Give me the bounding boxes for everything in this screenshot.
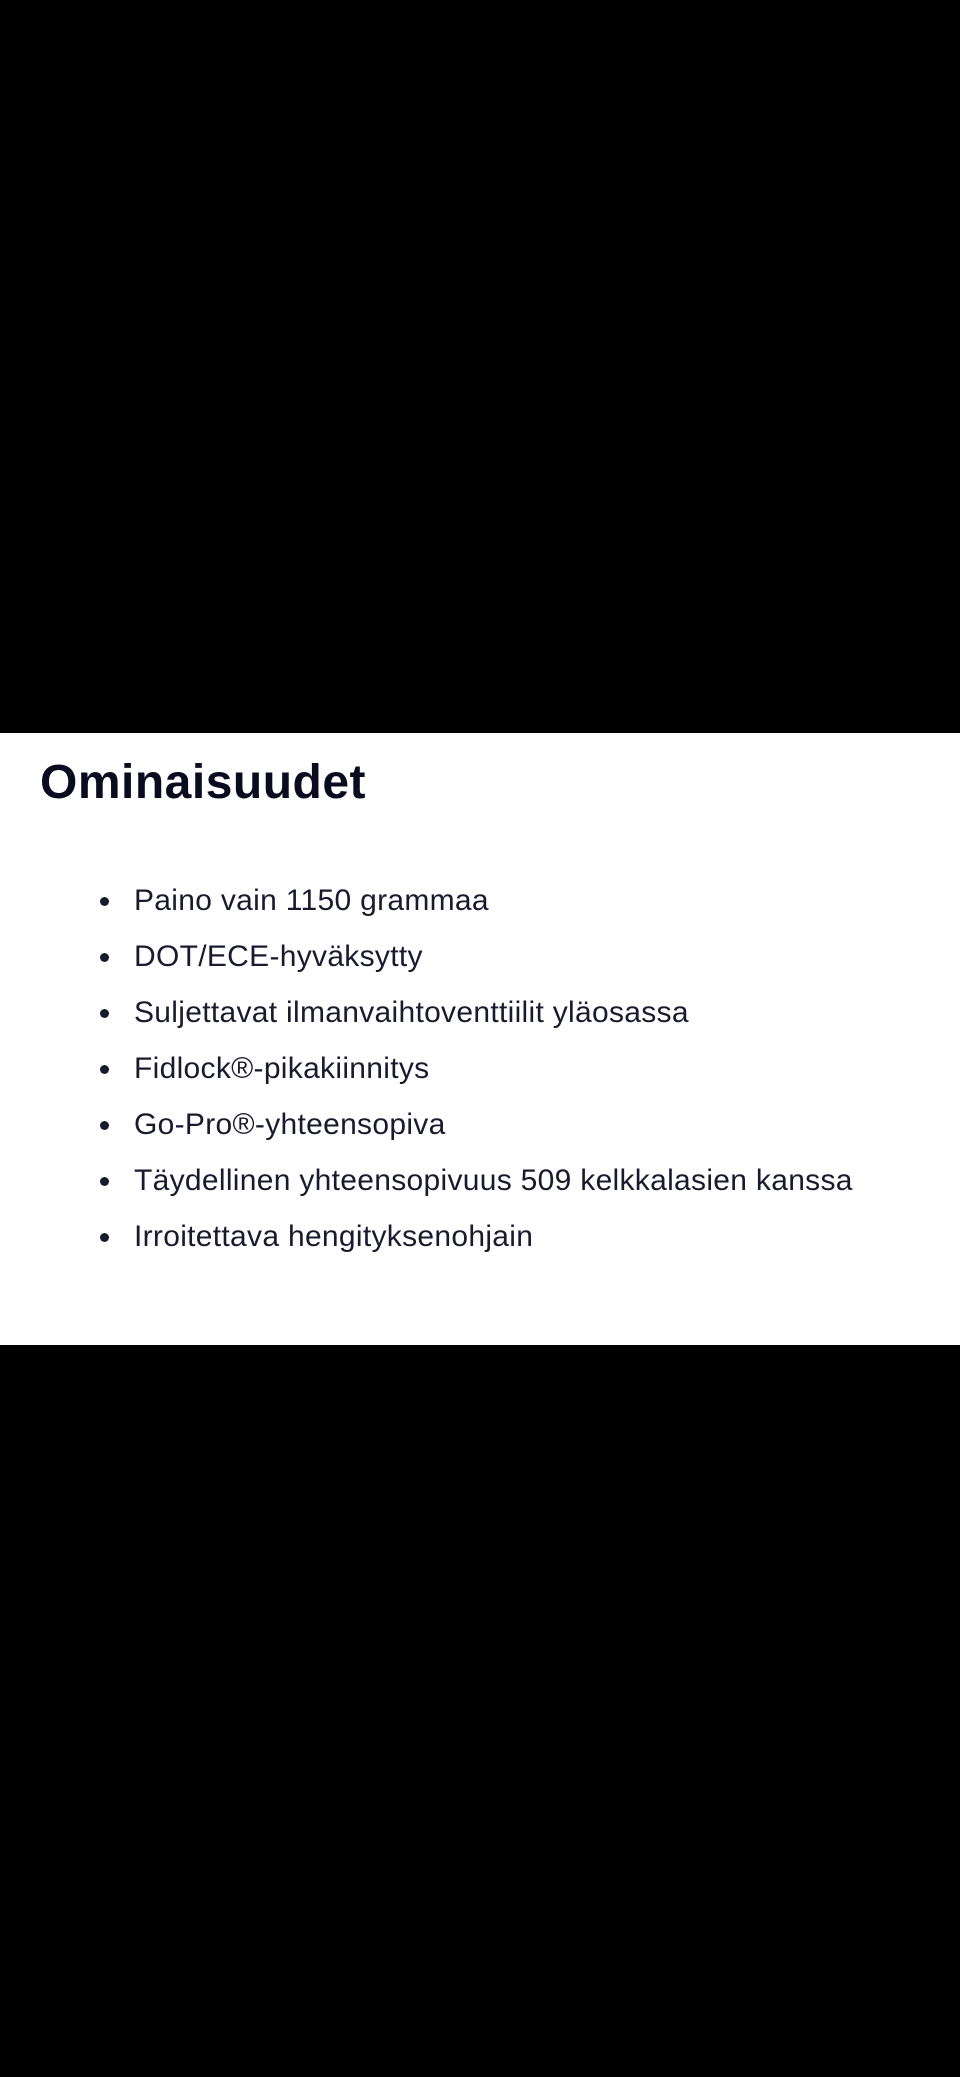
bullet-icon <box>100 953 109 962</box>
bullet-icon <box>100 897 109 906</box>
section-title: Ominaisuudet <box>40 756 367 809</box>
feature-label: Täydellinen yhteensopivuus 509 kelkkalasien kanssa <box>134 1164 853 1197</box>
list-item <box>0 873 960 929</box>
feature-label: Fidlock®-pikakiinnitys <box>134 1052 430 1085</box>
feature-label: Irroitettava hengityksenohjain <box>134 1220 534 1253</box>
features-list <box>0 873 960 1265</box>
features-section <box>0 733 960 1345</box>
feature-label: DOT/ECE-hyväksytty <box>134 940 423 973</box>
list-item <box>0 1041 960 1097</box>
top-black-band <box>0 0 960 733</box>
bullet-icon <box>100 1121 109 1130</box>
list-item <box>0 1097 960 1153</box>
list-item <box>0 1153 960 1209</box>
list-item <box>0 929 960 985</box>
bullet-icon <box>100 1177 109 1186</box>
bullet-icon <box>100 1009 109 1018</box>
bottom-black-band <box>0 1345 960 2077</box>
feature-label: Go-Pro®-yhteensopiva <box>134 1108 446 1141</box>
list-item <box>0 1209 960 1265</box>
bullet-icon <box>100 1065 109 1074</box>
feature-label: Paino vain 1150 grammaa <box>134 884 489 917</box>
feature-label: Suljettavat ilmanvaihtoventtiilit yläosassa <box>134 996 689 1029</box>
bullet-icon <box>100 1233 109 1242</box>
list-item <box>0 985 960 1041</box>
